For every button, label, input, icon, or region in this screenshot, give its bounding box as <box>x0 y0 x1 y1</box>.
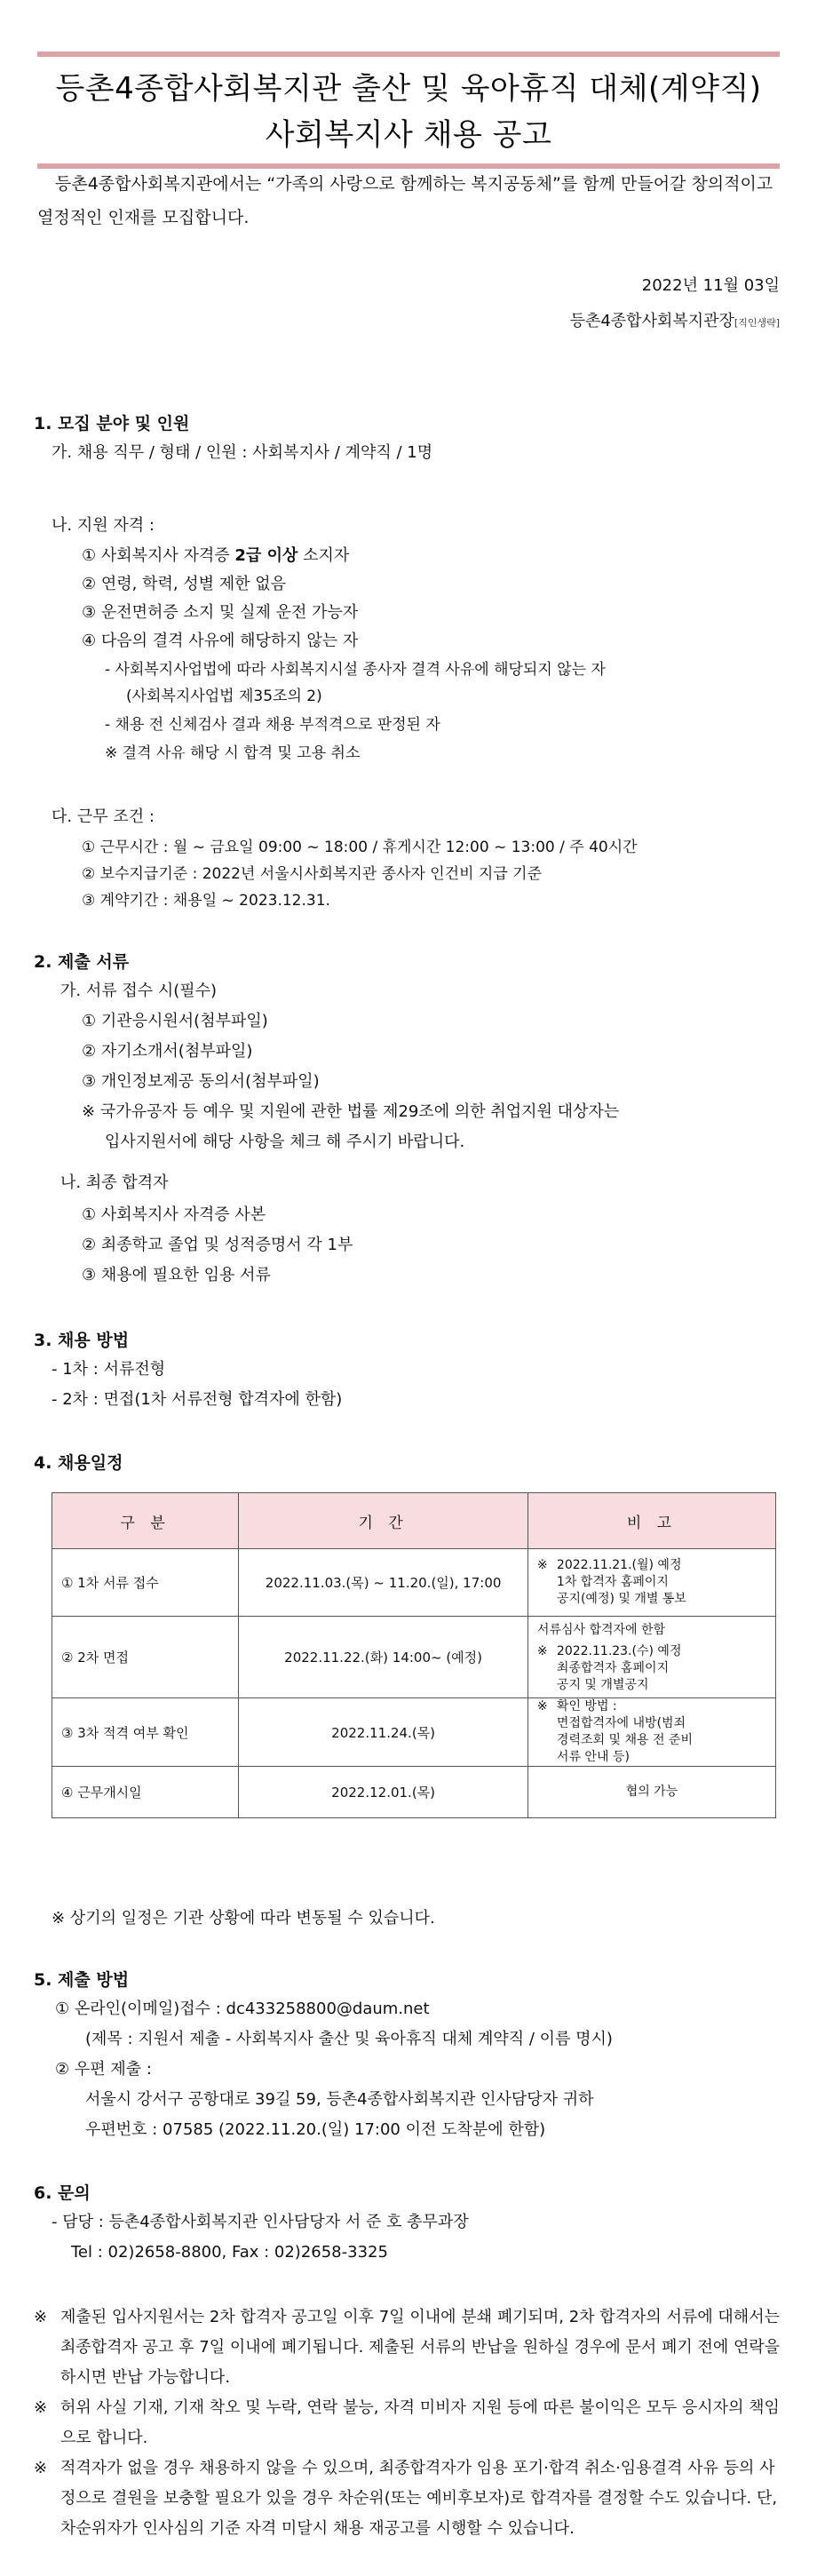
schedule-step: ④ 근무개시일 <box>52 1767 239 1818</box>
s1-b4a2: (사회복지사업법 제35조의 2) <box>126 688 322 705</box>
note-mark: ※ <box>536 1644 548 1658</box>
s1-b4a: - 사회복지사업법에 따라 사회복지시설 종사자 결격 사유에 해당되지 않는 자 <box>105 661 606 679</box>
schedule-header-row <box>52 1493 776 1549</box>
section-1-heading: 1. 모집 분야 및 인원 <box>34 414 190 433</box>
schedule-period: 2022.11.22.(화) 14:00~ (예정) <box>239 1617 528 1698</box>
s1-b2: ② 연령, 학력, 성별 제한 없음 <box>82 575 287 593</box>
schedule-note-pre: 서류심사 합격자에 한함 <box>536 1623 666 1637</box>
col-header-step: 구 분 <box>52 1493 239 1549</box>
s1-b4: ④ 다음의 결격 사유에 해당하지 않는 자 <box>82 632 359 650</box>
s2-a1: ① 기관응시원서(첨부파일) <box>82 1012 268 1030</box>
schedule-note <box>537 1784 766 1801</box>
footnote-3-text: 적격자가 없을 경우 채용하지 않을 수 있으며, 최종합격자가 임용 포기·합격 취소·임용결격 사유 등의 사정으로 결원을 보충할 필요가 있을 경우 차순위(또는 예비후보자)로 합격자를 결정할 수도 있습니다. 단, 차순위자가 인사심의 기준 자격 미달시 채용 재공고를 시행할 수 있습니다. <box>60 2459 778 2538</box>
s2-b3: ③ 채용에 필요한 임용 서류 <box>82 1266 271 1284</box>
footnote-2 <box>34 2393 781 2453</box>
footnote-3 <box>34 2453 781 2544</box>
schedule-note <box>537 1643 766 1694</box>
schedule-note <box>537 1557 766 1608</box>
note-text: 확인 방법 : 면접합격자에 내방(범죄 경력조회 및 채용 전 준비 서류 안내 등) <box>556 1699 693 1764</box>
s6-contact-phone: Tel : 02)2658-8800, Fax : 02)2658-3325 <box>71 2243 388 2262</box>
schedule-note <box>537 1698 766 1766</box>
schedule-note-cell <box>527 1767 775 1818</box>
title-line-1: 등촌4종합사회복지관 출산 및 육아휴직 대체(계약직) <box>55 71 762 107</box>
schedule-step: ③ 3차 적격 여부 확인 <box>52 1698 239 1767</box>
schedule-period: 2022.12.01.(목) <box>239 1767 528 1818</box>
footnote-1 <box>34 2302 781 2393</box>
title-line-2: 사회복지사 채용 공고 <box>265 117 552 153</box>
section-4-heading: 4. 채용일정 <box>34 1453 123 1473</box>
notice-title <box>37 52 780 169</box>
s5-online-subject: (제목 : 지원서 제출 - 사회복지사 출산 및 육아휴직 대체 계약직 / 이름 명시) <box>85 2030 613 2048</box>
s1-b1 <box>82 545 349 567</box>
note-text: 2022.11.21.(월) 예정 1차 합격자 홈페이지 공지(예정) 및 개별 통보 <box>556 1558 686 1606</box>
note-mark: ※ <box>536 1699 548 1713</box>
s5-online: ① 온라인(이메일)접수 : dc433258800@daum.net <box>55 2000 430 2018</box>
s1-b1-pre: ① 사회복지사 자격증 <box>82 546 235 565</box>
intro-paragraph: 등촌4종합사회복지관에서는 “가족의 사랑으로 함께하는 복지공동체”를 함께 만들어갈 창의적이고 열정적인 인재를 모집합니다. <box>37 174 773 227</box>
schedule-note-cell <box>527 1549 775 1617</box>
schedule-table <box>52 1492 776 1818</box>
note-text: 2022.11.23.(수) 예정 최종합격자 홈페이지 공지 및 개별공지 <box>556 1644 682 1692</box>
s1-b1-post: 소지자 <box>297 546 350 565</box>
note-text: 협의 가능 <box>625 1785 678 1799</box>
seal-omitted: [직인생략] <box>734 317 780 329</box>
s2-b2: ② 최종학교 졸업 및 성적증명서 각 1부 <box>82 1236 353 1254</box>
s1-item-b: 나. 지원 자격 : <box>52 516 155 535</box>
schedule-row <box>52 1617 776 1698</box>
schedule-period: 2022.11.24.(목) <box>239 1698 528 1767</box>
col-header-note: 비 고 <box>527 1493 775 1549</box>
footnote-1-mark: ※ <box>34 2308 48 2326</box>
s1-c3: ③ 계약기간 : 채용일 ~ 2023.12.31. <box>82 892 330 910</box>
s3-method-2: - 2차 : 면접(1차 서류전형 합격자에 한함) <box>52 1390 343 1409</box>
section-2-heading: 2. 제출 서류 <box>34 952 130 972</box>
s5-postal-address: 서울시 강서구 공항대로 39길 59, 등촌4종합사회복지관 인사담당자 귀하 <box>85 2090 594 2109</box>
col-header-period: 기 간 <box>239 1493 528 1549</box>
s1-c1: ① 근무시간 : 월 ~ 금요일 09:00 ~ 18:00 / 휴게시간 12:00 ~ 13:00 / 주 40시간 <box>82 839 638 856</box>
s2-a4: ※ 국가유공자 등 예우 및 지원에 관한 법률 제29조에 의한 취업지원 대상자는 <box>82 1102 620 1121</box>
issue-date: 2022년 11월 03일 <box>641 276 780 295</box>
s2-item-b: 나. 최종 합격자 <box>60 1173 169 1192</box>
note-mark: ※ <box>536 1558 548 1572</box>
section-5-heading: 5. 제출 방법 <box>34 1970 130 1990</box>
s5-postal: ② 우편 제출 : <box>55 2060 152 2079</box>
schedule-period: 2022.11.03.(목) ~ 11.20.(일), 17:00 <box>239 1549 528 1617</box>
footnote-1-text: 제출된 입사지원서는 2차 합격자 공고일 이후 7일 이내에 분쇄 폐기되며, 2차 합격자의 서류에 대해서는 최종합격자 공고 후 7일 이내에 폐기됩니다. 제출된 서류의 반납을 원하실 경우에 문서 폐기 전에 연락을 하시면 반납 가능합니다. <box>60 2308 781 2387</box>
s1-b4c: ※ 결격 사유 해당 시 합격 및 고용 취소 <box>105 744 361 762</box>
s2-a3: ③ 개인정보제공 동의서(첨부파일) <box>82 1072 320 1091</box>
s2-item-a: 가. 서류 접수 시(필수) <box>60 982 218 1000</box>
schedule-row <box>52 1698 776 1767</box>
footnote-2-mark: ※ <box>34 2398 48 2417</box>
s2-a4b: 입사지원서에 해당 사항을 체크 해 주시기 바랍니다. <box>105 1133 465 1151</box>
s1-b3: ③ 운전면허증 소지 및 실제 운전 가능자 <box>82 603 359 622</box>
schedule-row <box>52 1549 776 1617</box>
issuer <box>570 304 780 341</box>
issuer-name: 등촌4종합사회복지관장 <box>569 312 734 330</box>
section-3-heading: 3. 채용 방법 <box>34 1331 130 1350</box>
s6-contact-person: - 담당 : 등촌4종합사회복지관 인사담당자 서 준 호 총무과장 <box>52 2213 469 2231</box>
s5-postal-code: 우편번호 : 07585 (2022.11.20.(일) 17:00 이전 도착분에 한함) <box>85 2120 546 2139</box>
s1-item-a: 가. 채용 직무 / 형태 / 인원 : 사회복지사 / 계약직 / 1명 <box>52 443 433 462</box>
s1-b1-bold: 2급 이상 <box>234 546 298 565</box>
schedule-step: ② 2차 면접 <box>52 1617 239 1698</box>
s2-a2: ② 자기소개서(첨부파일) <box>82 1042 253 1061</box>
s2-b1: ① 사회복지사 자격증 사본 <box>82 1205 266 1224</box>
footnote-3-mark: ※ <box>34 2459 48 2477</box>
schedule-step: ① 1차 서류 접수 <box>52 1549 239 1617</box>
s1-b4b: - 채용 전 신체검사 결과 채용 부적격으로 판정된 자 <box>105 716 440 734</box>
section-6-heading: 6. 문의 <box>34 2183 91 2203</box>
footnote-2-text: 허위 사실 기재, 기재 착오 및 누락, 연락 불능, 자격 미비자 지원 등에 따른 불이익은 모두 응시자의 책임으로 합니다. <box>60 2398 780 2447</box>
schedule-note-cell <box>527 1617 775 1698</box>
s3-method-1: - 1차 : 서류전형 <box>52 1360 166 1379</box>
issue-date-block <box>570 268 780 341</box>
s1-item-c: 다. 근무 조건 : <box>52 807 155 826</box>
footnotes <box>34 2302 781 2544</box>
schedule-note-cell <box>527 1698 775 1767</box>
schedule-change-note: ※ 상기의 일정은 기관 상황에 따라 변동될 수 있습니다. <box>52 1909 435 1928</box>
schedule-row <box>52 1767 776 1818</box>
s1-c2: ② 보수지급기준 : 2022년 서울시사회복지관 종사자 인건비 지급 기준 <box>82 865 543 883</box>
